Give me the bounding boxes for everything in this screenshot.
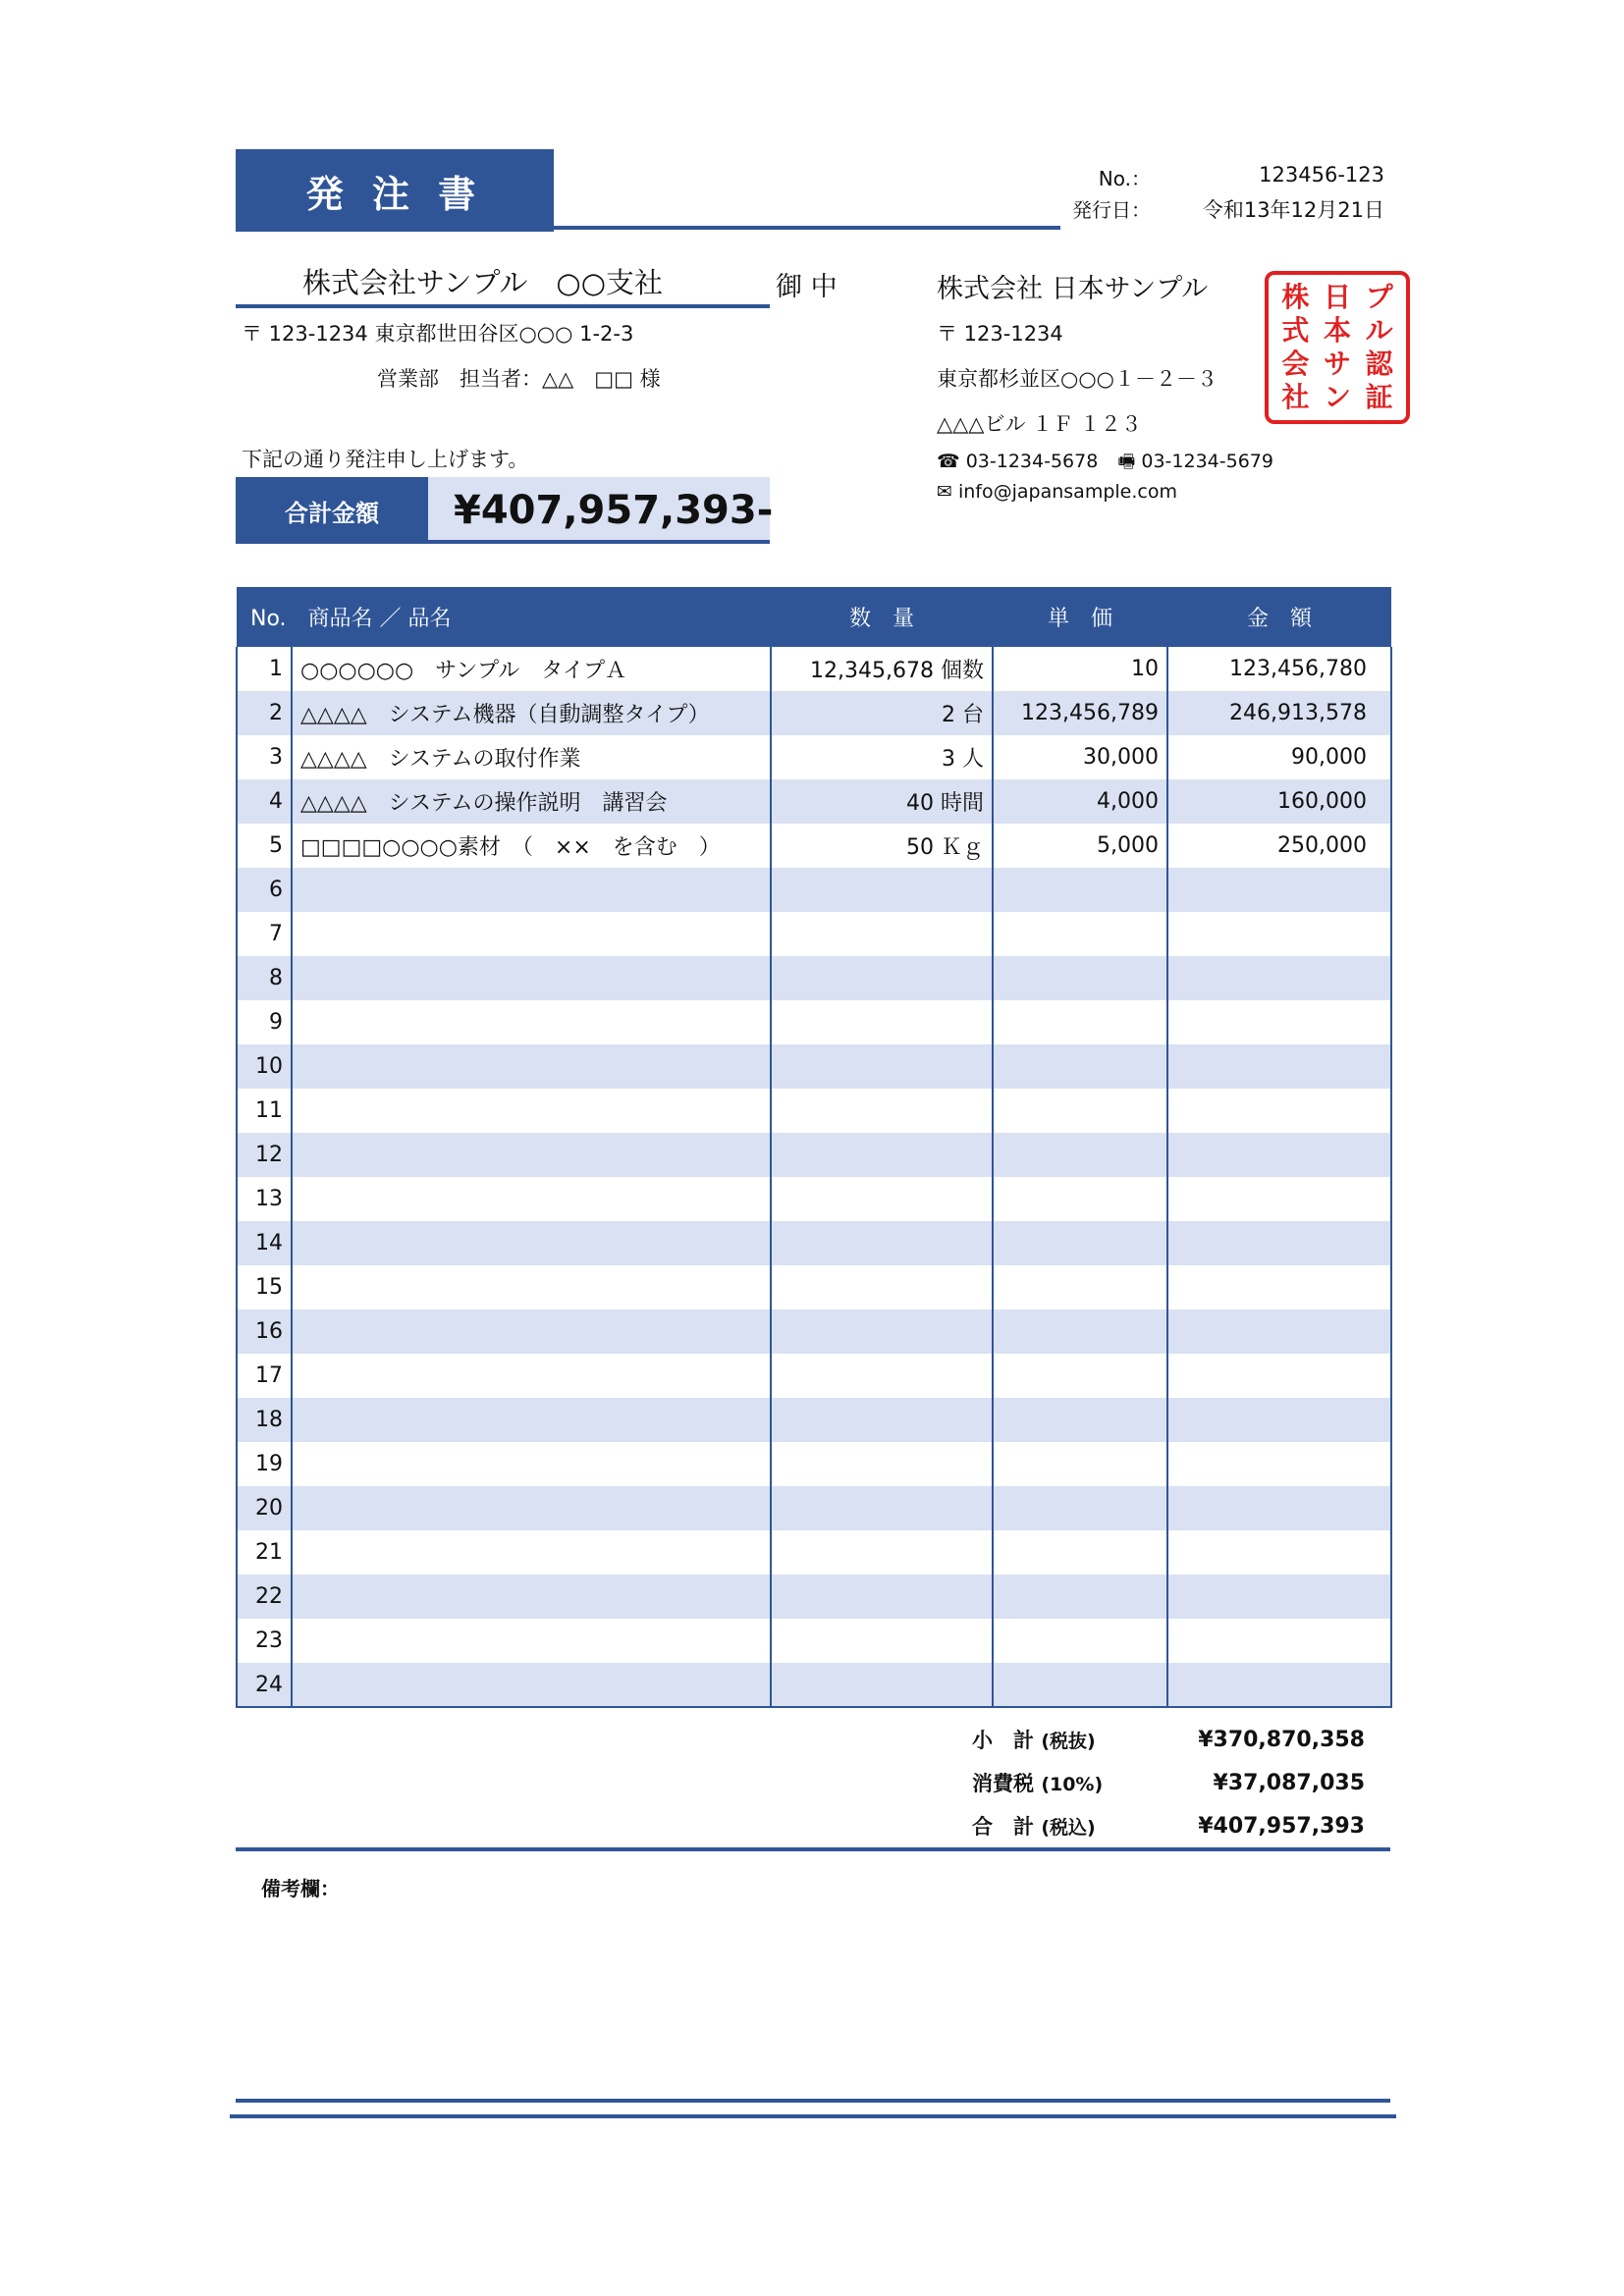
row-item-name <box>292 1133 771 1177</box>
grand-total-label: 合 計 (税込) <box>972 1815 1096 1839</box>
row-unit-price: 123,456,789 <box>993 691 1167 735</box>
row-unit-price <box>993 1089 1167 1133</box>
header-quantity: 数 量 <box>771 587 993 647</box>
header-amount: 金 額 <box>1167 587 1391 647</box>
sender-email[interactable]: info@japansample.com <box>957 481 1177 503</box>
tax-value: ¥37,087,035 <box>1213 1770 1365 1795</box>
tax-row <box>972 1761 1365 1804</box>
seal-char: プ <box>1365 281 1393 313</box>
table-row <box>237 647 1391 691</box>
row-amount: 123,456,780 <box>1167 647 1391 691</box>
row-unit-price: 10 <box>993 647 1167 691</box>
table-row <box>237 912 1391 956</box>
seal-char: ル <box>1365 314 1393 347</box>
row-item-name <box>292 1442 771 1486</box>
row-item-name <box>292 1265 771 1309</box>
row-item-name <box>292 912 771 956</box>
subtotal-row <box>972 1718 1365 1761</box>
table-row <box>237 1398 1391 1442</box>
table-row <box>237 1044 1391 1089</box>
row-item-name <box>292 1530 771 1575</box>
seal-char: 認 <box>1365 347 1393 380</box>
row-unit-price <box>993 1398 1167 1442</box>
row-number: 16 <box>237 1309 292 1354</box>
sender-fax: 03-1234-5679 <box>1141 451 1273 472</box>
row-unit-price: 5,000 <box>993 824 1167 868</box>
row-quantity <box>771 1309 993 1354</box>
row-unit-price <box>993 1575 1167 1619</box>
row-amount <box>1167 1663 1391 1707</box>
row-item-name <box>292 1575 771 1619</box>
intro-text: 下記の通り発注申し上げます。 <box>242 448 529 471</box>
row-item-name <box>292 1309 771 1354</box>
table-row <box>237 1575 1391 1619</box>
row-unit-price: 30,000 <box>993 735 1167 779</box>
row-quantity <box>771 1575 993 1619</box>
row-amount <box>1167 1265 1391 1309</box>
company-seal <box>1265 271 1410 424</box>
row-item-name <box>292 956 771 1000</box>
row-number: 18 <box>237 1398 292 1442</box>
table-header-row <box>237 587 1391 647</box>
row-unit-price <box>993 1221 1167 1265</box>
row-amount <box>1167 1177 1391 1221</box>
table-row <box>237 779 1391 824</box>
row-unit-price <box>993 1530 1167 1575</box>
row-quantity <box>771 1133 993 1177</box>
summary-underline <box>236 1847 1390 1851</box>
row-unit-price <box>993 912 1167 956</box>
row-amount <box>1167 956 1391 1000</box>
row-number: 19 <box>237 1442 292 1486</box>
row-quantity <box>771 1486 993 1530</box>
table-row <box>237 1309 1391 1354</box>
row-quantity <box>771 1663 993 1707</box>
row-amount <box>1167 1486 1391 1530</box>
row-unit-price <box>993 1619 1167 1663</box>
row-item-name: △△△△ システムの操作説明 講習会 <box>292 779 771 824</box>
table-row <box>237 1000 1391 1044</box>
recipient-address: 〒 123-1234 東京都世田谷区○○○ 1-2-3 <box>242 322 634 346</box>
row-unit-price: 4,000 <box>993 779 1167 824</box>
sender-postal: 〒 123-1234 <box>937 322 1063 346</box>
subtotal-label: 小 計 (税抜) <box>972 1729 1096 1752</box>
row-amount <box>1167 868 1391 912</box>
row-amount <box>1167 1133 1391 1177</box>
row-amount: 90,000 <box>1167 735 1391 779</box>
issue-date-label: 発行日： <box>1072 198 1151 222</box>
row-quantity <box>771 1619 993 1663</box>
table-row <box>237 956 1391 1000</box>
row-number: 4 <box>237 779 292 824</box>
row-number: 5 <box>237 824 292 868</box>
row-unit-price <box>993 1442 1167 1486</box>
recipient-honorific: 御 中 <box>776 272 838 302</box>
table-row <box>237 1486 1391 1530</box>
row-item-name: △△△△ システム機器（自動調整タイプ） <box>292 691 771 735</box>
row-quantity <box>771 1354 993 1398</box>
row-item-name: □□□□○○○○素材 （ ×× を含む ） <box>292 824 771 868</box>
row-quantity <box>771 956 993 1000</box>
footer-rule-2 <box>230 2114 1396 2118</box>
row-amount <box>1167 1354 1391 1398</box>
row-item-name <box>292 1619 771 1663</box>
row-amount <box>1167 1000 1391 1044</box>
row-item-name <box>292 1663 771 1707</box>
table-row <box>237 1663 1391 1707</box>
header-unit-price: 単 価 <box>993 587 1167 647</box>
row-item-name <box>292 1486 771 1530</box>
row-item-name <box>292 1221 771 1265</box>
doc-no-label: No.： <box>1098 167 1151 190</box>
row-amount <box>1167 1221 1391 1265</box>
row-unit-price <box>993 1309 1167 1354</box>
row-number: 21 <box>237 1530 292 1575</box>
row-number: 17 <box>237 1354 292 1398</box>
table-row <box>237 1265 1391 1309</box>
row-item-name <box>292 1398 771 1442</box>
row-unit-price <box>993 868 1167 912</box>
row-unit-price <box>993 1177 1167 1221</box>
row-amount <box>1167 1530 1391 1575</box>
grand-total-row <box>972 1804 1365 1847</box>
row-item-name: ○○○○○○ サンプル タイプＡ <box>292 647 771 691</box>
seal-char: ン <box>1323 381 1351 413</box>
row-unit-price <box>993 1663 1167 1707</box>
row-number: 20 <box>237 1486 292 1530</box>
footer-rule-1 <box>236 2099 1390 2103</box>
row-quantity <box>771 1000 993 1044</box>
row-amount <box>1167 1398 1391 1442</box>
row-number: 23 <box>237 1619 292 1663</box>
recipient-contact: 営業部 担当者：△△ □□ 様 <box>377 367 661 391</box>
row-quantity <box>771 1044 993 1089</box>
sender-tel: 03-1234-5678 <box>965 451 1099 472</box>
row-number: 6 <box>237 868 292 912</box>
issue-date-value: 令和13年12月21日 <box>1202 198 1384 222</box>
total-underline <box>236 540 770 544</box>
row-number: 2 <box>237 691 292 735</box>
table-row <box>237 1221 1391 1265</box>
row-number: 14 <box>237 1221 292 1265</box>
row-number: 24 <box>237 1663 292 1707</box>
row-amount: 160,000 <box>1167 779 1391 824</box>
row-unit-price <box>993 1000 1167 1044</box>
table-row <box>237 1442 1391 1486</box>
row-amount <box>1167 1309 1391 1354</box>
row-number: 22 <box>237 1575 292 1619</box>
table-row <box>237 691 1391 735</box>
seal-char: 証 <box>1365 381 1393 413</box>
row-quantity <box>771 1221 993 1265</box>
seal-char: 社 <box>1281 381 1310 413</box>
row-item-name <box>292 1177 771 1221</box>
row-amount <box>1167 1619 1391 1663</box>
row-quantity <box>771 1177 993 1221</box>
sender-name: 株式会社 日本サンプル <box>937 274 1209 304</box>
row-quantity: 50 Ｋｇ <box>771 824 993 868</box>
row-unit-price <box>993 1265 1167 1309</box>
seal-char: 式 <box>1281 314 1310 347</box>
row-quantity: 40 時間 <box>771 779 993 824</box>
tax-label: 消費税 (10%) <box>972 1772 1104 1795</box>
seal-char: 会 <box>1281 347 1310 380</box>
row-quantity <box>771 912 993 956</box>
subtotal-value: ¥370,870,358 <box>1198 1727 1365 1752</box>
row-item-name <box>292 1044 771 1089</box>
header-item-name: No. 商品名 ／ 品名 <box>237 587 771 647</box>
table-row <box>237 824 1391 868</box>
row-number: 3 <box>237 735 292 779</box>
row-quantity <box>771 1442 993 1486</box>
row-quantity <box>771 1089 993 1133</box>
table-row <box>237 1133 1391 1177</box>
row-number: 10 <box>237 1044 292 1089</box>
remarks-label: 備考欄： <box>261 1877 340 1900</box>
row-number: 15 <box>237 1265 292 1309</box>
row-amount <box>1167 1089 1391 1133</box>
row-unit-price <box>993 956 1167 1000</box>
title-underline <box>236 226 1060 230</box>
row-number: 11 <box>237 1089 292 1133</box>
sender-address-2: △△△ビル １Ｆ １２３ <box>937 412 1142 436</box>
table-row <box>237 1354 1391 1398</box>
fax-icon: 🖷 <box>1117 451 1136 472</box>
table-row <box>237 1089 1391 1133</box>
total-amount-value: ¥407,957,393- <box>428 477 770 544</box>
row-item-name <box>292 1354 771 1398</box>
row-number: 13 <box>237 1177 292 1221</box>
row-unit-price <box>993 1486 1167 1530</box>
table-row <box>237 868 1391 912</box>
row-number: 9 <box>237 1000 292 1044</box>
seal-char: 本 <box>1323 314 1351 347</box>
table-row <box>237 735 1391 779</box>
row-quantity: 3 人 <box>771 735 993 779</box>
row-unit-price <box>993 1133 1167 1177</box>
row-quantity <box>771 1530 993 1575</box>
table-row <box>237 1619 1391 1663</box>
items-table <box>236 587 1392 1708</box>
row-quantity <box>771 1398 993 1442</box>
row-item-name: △△△△ システムの取付作業 <box>292 735 771 779</box>
doc-no-value: 123456-123 <box>1259 163 1384 187</box>
row-amount <box>1167 1044 1391 1089</box>
mail-icon: ✉ <box>937 481 952 503</box>
row-number: 8 <box>237 956 292 1000</box>
row-item-name <box>292 1089 771 1133</box>
seal-char: 株 <box>1281 281 1310 313</box>
seal-char: サ <box>1323 347 1351 380</box>
row-unit-price <box>993 1354 1167 1398</box>
row-item-name <box>292 1000 771 1044</box>
sender-address-1: 東京都杉並区○○○１－２－３ <box>937 367 1218 391</box>
document-title: 発 注 書 <box>236 149 554 232</box>
seal-char: 日 <box>1323 281 1351 313</box>
row-number: 1 <box>237 647 292 691</box>
sender-email-row <box>937 481 1177 503</box>
row-quantity: 2 台 <box>771 691 993 735</box>
grand-total-value: ¥407,957,393 <box>1198 1813 1365 1839</box>
row-amount: 250,000 <box>1167 824 1391 868</box>
table-row <box>237 1177 1391 1221</box>
table-row <box>237 1530 1391 1575</box>
row-amount <box>1167 1575 1391 1619</box>
recipient-name: 株式会社サンプル ○○支社 <box>302 266 663 299</box>
row-quantity <box>771 1265 993 1309</box>
row-amount <box>1167 912 1391 956</box>
row-quantity: 12,345,678 個数 <box>771 647 993 691</box>
row-number: 7 <box>237 912 292 956</box>
row-quantity <box>771 868 993 912</box>
phone-icon: ☎ <box>937 451 960 472</box>
recipient-underline <box>236 304 770 308</box>
total-amount-label: 合計金額 <box>236 477 428 544</box>
sender-tel-row <box>937 448 1273 479</box>
row-item-name <box>292 868 771 912</box>
row-amount <box>1167 1442 1391 1486</box>
row-amount: 246,913,578 <box>1167 691 1391 735</box>
row-unit-price <box>993 1044 1167 1089</box>
row-number: 12 <box>237 1133 292 1177</box>
